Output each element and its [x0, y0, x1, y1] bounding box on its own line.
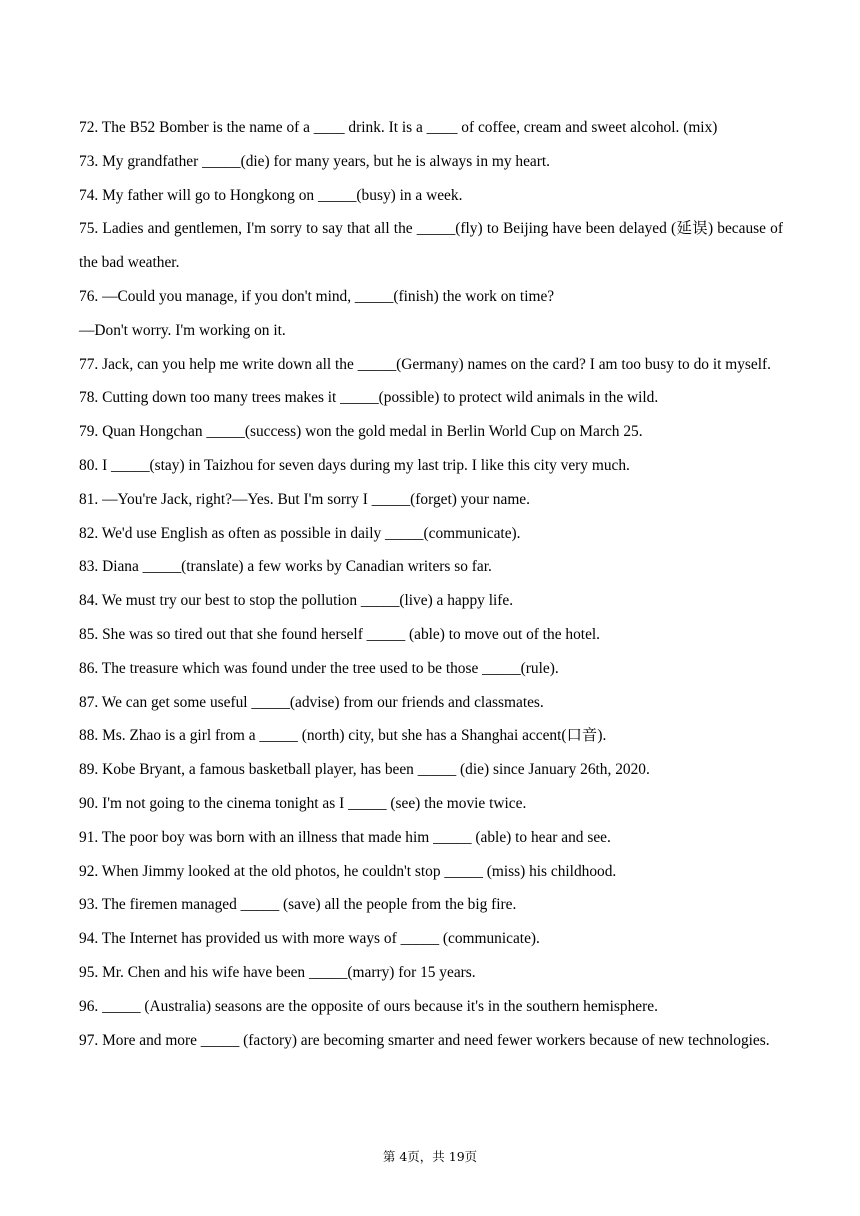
question-75: 75. Ladies and gentlemen, I'm sorry to say that all the _____(fly) to Beijing have been delayed (延误) because of the bad weather. — [79, 220, 783, 272]
question-74: 74. My father will go to Hongkong on _____(busy) in a week. — [79, 186, 463, 204]
question-81: 81. —You're Jack, right?—Yes. But I'm sorry I _____(forget) your name. — [79, 490, 530, 508]
question-83: 83. Diana _____(translate) a few works by Canadian writers so far. — [79, 558, 492, 576]
question-72: 72. The B52 Bomber is the name of a ____ drink. It is a ____ of coffee, cream and sweet alcohol. (mix) — [79, 119, 718, 136]
question-94: 94. The Internet has provided us with more ways of _____ (communicate). — [79, 930, 540, 948]
question-87: 87. We can get some useful _____(advise) from our friends and classmates. — [79, 693, 544, 711]
question-76: 76. —Could you manage, if you don't mind, _____(finish) the work on time? — [79, 287, 555, 305]
question-80: 80. I _____(stay) in Taizhou for seven days during my last trip. I like this city very much. — [79, 456, 630, 474]
exercise-list — [79, 111, 783, 1057]
question-91: 91. The poor boy was born with an illness that made him _____ (able) to hear and see. — [79, 828, 611, 846]
question-86: 86. The treasure which was found under the tree used to be those _____(rule). — [79, 659, 559, 677]
question-89: 89. Kobe Bryant, a famous basketball player, has been _____ (die) since January 26th, 2020. — [79, 761, 650, 779]
question-96: 96. _____ (Australia) seasons are the opposite of ours because it's in the southern hemisphere. — [79, 997, 658, 1015]
question-88: 88. Ms. Zhao is a girl from a _____ (north) city, but she has a Shanghai accent(口音). — [79, 727, 607, 745]
question-82: 82. We'd use English as often as possible in daily _____(communicate). — [79, 524, 521, 542]
question-77: 77. Jack, can you help me write down all the _____(Germany) names on the card? I am too busy to do it myself. — [79, 355, 771, 373]
question-90: 90. I'm not going to the cinema tonight as I _____ (see) the movie twice. — [79, 794, 527, 812]
question-97: 97. More and more _____ (factory) are becoming smarter and need fewer workers because of new technologies. — [79, 1031, 770, 1049]
question-76-reply: —Don't worry. I'm working on it. — [79, 321, 286, 339]
question-79: 79. Quan Hongchan _____(success) won the gold medal in Berlin World Cup on March 25. — [79, 423, 643, 441]
question-84: 84. We must try our best to stop the pollution _____(live) a happy life. — [79, 592, 514, 610]
page-footer — [0, 1148, 860, 1166]
question-73: 73. My grandfather _____(die) for many years, but he is always in my heart. — [79, 152, 550, 170]
question-93: 93. The firemen managed _____ (save) all the people from the big fire. — [79, 896, 517, 914]
question-95: 95. Mr. Chen and his wife have been _____(marry) for 15 years. — [79, 963, 476, 981]
page-number: 第 4页，共 19页 — [382, 1149, 478, 1164]
question-78: 78. Cutting down too many trees makes it _____(possible) to protect wild animals in the wild. — [79, 389, 659, 407]
question-85: 85. She was so tired out that she found herself _____ (able) to move out of the hotel. — [79, 625, 601, 643]
question-92: 92. When Jimmy looked at the old photos, he couldn't stop _____ (miss) his childhood. — [79, 862, 617, 880]
